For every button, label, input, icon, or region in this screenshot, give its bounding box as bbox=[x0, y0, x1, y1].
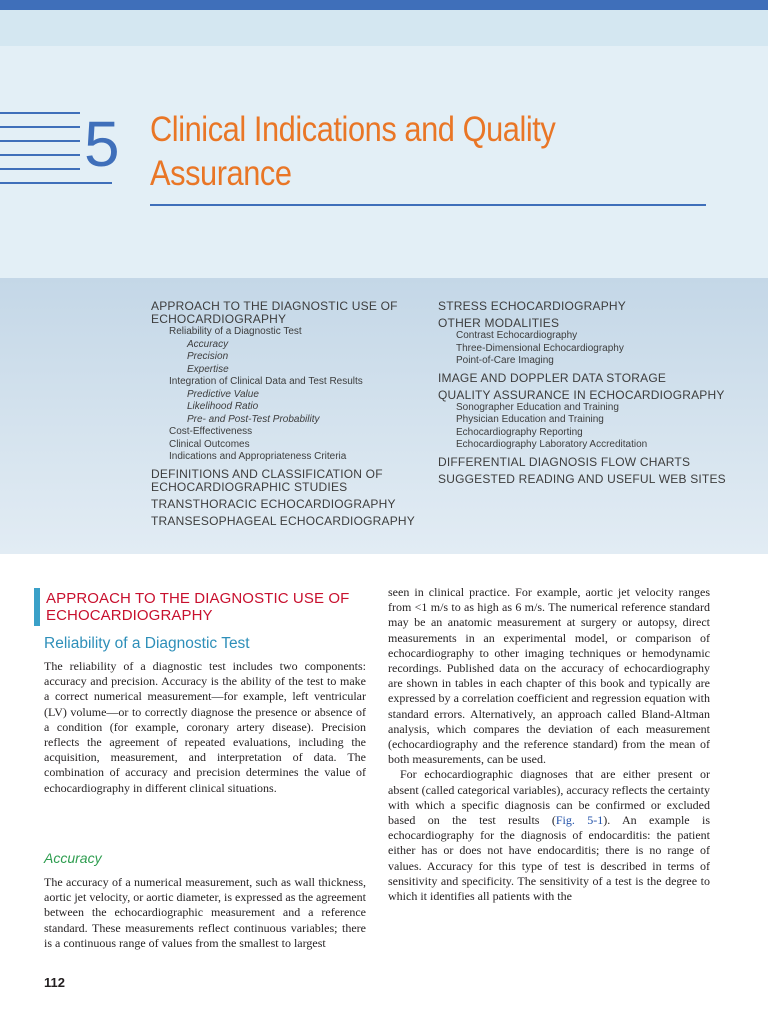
top-color-bar bbox=[0, 0, 768, 10]
paragraph-right-2-start: For echocardiographic diagnoses that are either present or absent (called categorical variables), accuracy reflects the certainty with which a specific diagnosis can be confirmed or excluded based on the test results ( bbox=[388, 767, 710, 828]
paragraph-accuracy: The accuracy of a numerical measurement, such as wall thickness, aortic jet velocity, or aortic diameter, is expressed as the agreement between the echocardiographic measurement and a reference standard. These measurements reflect continuous variables; there is a continuous range of values from the smallest to largest bbox=[44, 875, 366, 950]
outline-left-item: APPROACH TO THE DIAGNOSTIC USE OF ECHOCARDIOGRAPHY bbox=[151, 299, 398, 326]
right-column bbox=[388, 585, 710, 904]
outline-right-item: Three-Dimensional Echocardiography bbox=[456, 342, 624, 354]
outline-left-item: Indications and Appropriateness Criteria bbox=[169, 451, 347, 462]
outline-left-item: Predictive Value bbox=[187, 388, 259, 400]
outline-left-item: Precision bbox=[187, 351, 229, 362]
outline-right-item: OTHER MODALITIES bbox=[438, 316, 560, 330]
outline-right-item: Contrast Echocardiography bbox=[456, 330, 578, 341]
section-heading-bar bbox=[34, 588, 40, 626]
outline-right-item: IMAGE AND DOPPLER DATA STORAGE bbox=[438, 370, 667, 385]
chapter-number: 5 bbox=[80, 108, 124, 180]
chapter-title bbox=[150, 108, 643, 196]
outline-right-item: Physician Education and Training bbox=[456, 414, 604, 425]
outline-right-item: QUALITY ASSURANCE IN ECHOCARDIOGRAPHY bbox=[438, 387, 725, 402]
paragraph-right-2-end: ). An example is echocardiography for the diagnosis of endocarditis: the patient either has or does not have endocarditis; there is no range of values. Accuracy for this type of test is described in terms of sensitivity and specificity. The sensitivity of a test is the degree to which it identifies all patients with the bbox=[388, 813, 710, 904]
figure-link[interactable]: Fig. 5-1 bbox=[555, 813, 604, 828]
left-column-para1 bbox=[44, 659, 366, 796]
outline-right-item: SUGGESTED READING AND USEFUL WEB SITES bbox=[438, 471, 726, 486]
section-heading bbox=[34, 588, 364, 626]
paragraph-right-1: seen in clinical practice. For example, aortic jet velocity ranges from <1 m/s to as high as 6 m/s. The numerical reference standard may be an anatomic measurement at surgery or autopsy, direct measurements in an experimental model, or comparison of echocardiography to other imaging techniques or hemodynamic recordings. Published data on the accuracy of echocardiography are shown in tables in each chapter of this book and typically are expressed by a correlation coefficient and regression equation with standard errors. Alternatively, an approach called Bland-Altman analysis, which compares the deviation of each measurement (echocardiography and the reference standard) from the mean of both measurements, can be used. bbox=[388, 585, 710, 767]
section-heading-text: APPROACH TO THE DIAGNOSTIC USE OF ECHOCARDIOGRAPHY bbox=[46, 590, 350, 624]
outline-left-item: Likelihood Ratio bbox=[187, 401, 259, 412]
outline-right-item: DIFFERENTIAL DIAGNOSIS FLOW CHARTS bbox=[438, 454, 691, 469]
paragraph-reliability: The reliability of a diagnostic test includes two components: accuracy and precision. Accuracy is the ability of the test to make a correct numerical measurement—for example, left ventricular (LV) volume—or to correctly diagnose the presence or absence of a condition (for example, coronary artery disease). Precision reflects the agreement of repeated evaluations, including the acquisition, measurement, and interpretation of data. The combination of accuracy and precision determines the value of echocardiography in different clinical situations. bbox=[44, 659, 366, 795]
page-number: 112 bbox=[44, 975, 65, 990]
outline-right-item: Echocardiography Laboratory Accreditation bbox=[456, 439, 648, 450]
outline-left-item: Clinical Outcomes bbox=[169, 438, 250, 450]
outline-right-item: Point-of-Care Imaging bbox=[456, 355, 554, 366]
outline-left-item: TRANSESOPHAGEAL ECHOCARDIOGRAPHY bbox=[151, 513, 416, 528]
header-band bbox=[0, 10, 768, 46]
outline-left-item: Expertise bbox=[187, 363, 229, 375]
outline-left-column bbox=[151, 300, 421, 528]
outline-left-item: Pre- and Post-Test Probability bbox=[187, 413, 320, 425]
subheading-accuracy: Accuracy bbox=[44, 850, 102, 866]
left-column-para2 bbox=[44, 875, 366, 951]
title-rule bbox=[150, 204, 706, 206]
outline-right-item: Echocardiography Reporting bbox=[456, 426, 583, 438]
outline-left-item: DEFINITIONS AND CLASSIFICATION OF ECHOCARDIOGRAPHIC STUDIES bbox=[151, 466, 383, 494]
subheading-reliability: Reliability of a Diagnostic Test bbox=[44, 635, 250, 652]
paragraph-right-2 bbox=[388, 767, 710, 904]
chapter-title-line-2: Assurance bbox=[150, 154, 292, 193]
outline-left-item: Cost-Effectiveness bbox=[169, 426, 253, 437]
outline-right-item: STRESS ECHOCARDIOGRAPHY bbox=[438, 299, 626, 313]
outline-left-item: Integration of Clinical Data and Test Results bbox=[169, 376, 363, 387]
chapter-title-line-1: Clinical Indications and Quality bbox=[150, 110, 556, 149]
outline-left-item: Reliability of a Diagnostic Test bbox=[169, 326, 302, 337]
outline-right-item: Sonographer Education and Training bbox=[456, 401, 619, 413]
outline-right-column bbox=[438, 300, 738, 486]
outline-left-item: TRANSTHORACIC ECHOCARDIOGRAPHY bbox=[151, 496, 396, 511]
outline-left-item: Accuracy bbox=[187, 338, 229, 350]
